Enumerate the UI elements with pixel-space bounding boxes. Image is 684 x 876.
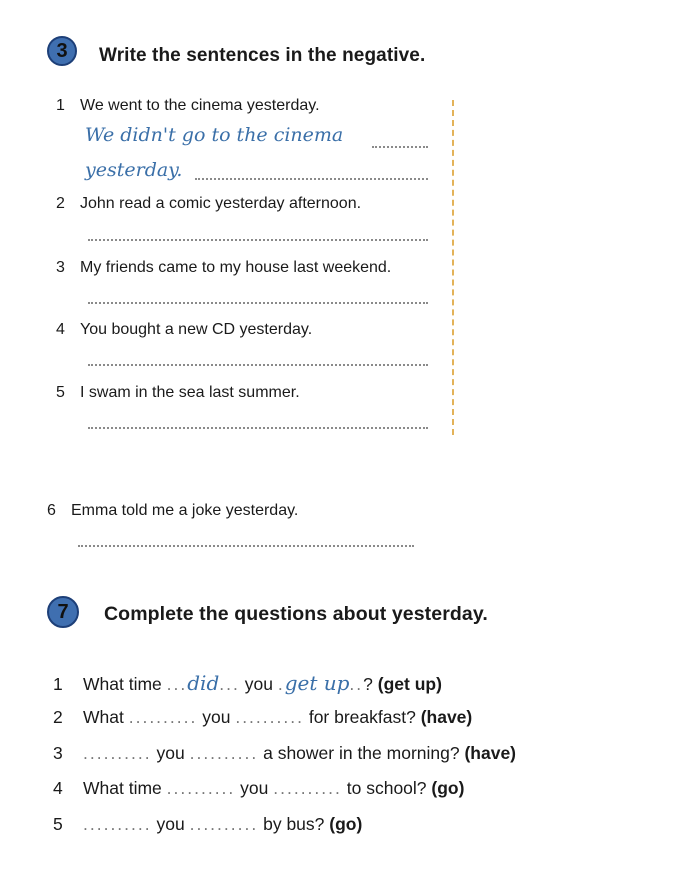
exercise-3-item-3-answer-line[interactable]	[88, 302, 428, 304]
exercise-3-title: Write the sentences in the negative.	[99, 45, 426, 66]
answer-dotted-line	[372, 146, 428, 148]
exercise-3-item-1	[56, 97, 320, 115]
item-sentence: John read a comic yesterday afternoon.	[80, 195, 362, 212]
answer-blank-dots: .	[277, 674, 285, 694]
exercise-3-item-6-answer-line[interactable]	[78, 545, 414, 547]
exercise-7-item-3	[53, 743, 516, 764]
question-text-end: for breakfast?	[308, 707, 416, 727]
answer-blank-2[interactable]: ..........	[235, 707, 304, 727]
exercise-7-item-5	[53, 814, 362, 835]
exercise-7-item-2	[53, 707, 472, 728]
item-number: 4	[53, 778, 63, 798]
exercise-3-item-1-answer-line-2: yesterday.	[85, 159, 183, 181]
item-number: 3	[53, 743, 63, 763]
question-text-middle: you	[244, 674, 273, 694]
item-sentence: I swam in the sea last summer.	[80, 384, 300, 401]
exercise-3-item-4-answer-line[interactable]	[88, 364, 428, 366]
exercise-3-item-3	[56, 259, 391, 277]
item-number: 4	[56, 321, 65, 338]
answer-blank-1[interactable]: ..........	[83, 743, 152, 763]
exercise-7-item-1	[53, 671, 442, 695]
answer-blank-dots: ...	[166, 674, 188, 694]
item-number: 2	[56, 195, 65, 212]
question-text-start: What	[83, 707, 124, 727]
answer-blank-1[interactable]: ..........	[83, 814, 152, 834]
item-sentence: You bought a new CD yesterday.	[80, 321, 313, 338]
item-sentence: My friends came to my house last weekend.	[80, 259, 392, 276]
answer-blank-2[interactable]: ..........	[189, 814, 259, 834]
exercise-7-number-badge: 7	[47, 596, 79, 628]
exercise-7-title: Complete the questions about yesterday.	[104, 603, 488, 625]
question-text-end: ?	[363, 674, 373, 694]
item-number: 2	[53, 707, 63, 727]
column-divider	[452, 100, 454, 435]
item-number: 5	[56, 384, 65, 401]
answer-blank-dots: ..	[349, 674, 364, 694]
answer-blank-1[interactable]: ..........	[128, 707, 198, 727]
exercise-7-item-4	[53, 778, 464, 799]
item-number: 1	[53, 674, 63, 694]
answer-blank-2[interactable]: get up	[284, 671, 350, 695]
question-text-end: a shower in the morning?	[263, 743, 460, 763]
exercise-3-item-5-answer-line[interactable]	[88, 427, 428, 429]
item-number: 1	[56, 97, 65, 114]
item-sentence: Emma told me a joke yesterday.	[71, 502, 299, 519]
answer-blank-1[interactable]: ..........	[166, 778, 236, 798]
exercise-3-item-5	[56, 384, 300, 402]
exercise-3-item-4	[56, 321, 312, 339]
answer-dotted-line	[195, 178, 428, 180]
question-text-start: What time	[83, 674, 162, 694]
verb-hint: (go)	[431, 778, 465, 798]
answer-blank-2[interactable]: ..........	[273, 778, 342, 798]
verb-hint: (go)	[329, 814, 363, 834]
question-text-middle: you	[156, 814, 185, 834]
verb-hint: (have)	[464, 743, 517, 763]
verb-hint: (have)	[420, 707, 473, 727]
question-text-end: by bus?	[263, 814, 325, 834]
question-text-middle: you	[202, 707, 231, 727]
answer-blank-1[interactable]: did	[187, 671, 220, 695]
answer-blank-2[interactable]: ..........	[189, 743, 259, 763]
question-text-middle: you	[156, 743, 185, 763]
item-number: 5	[53, 814, 63, 834]
item-number: 6	[47, 502, 56, 519]
item-number: 3	[56, 259, 65, 276]
question-text-end: to school?	[346, 778, 427, 798]
exercise-3-item-2	[56, 195, 361, 213]
exercise-3-item-6	[47, 502, 298, 520]
exercise-3-item-1-answer-line-1: We didn't go to the cinema	[85, 124, 344, 146]
verb-hint: (get up)	[377, 674, 442, 694]
exercise-3-number-badge: 3	[47, 36, 77, 66]
exercise-3-item-2-answer-line[interactable]	[88, 239, 428, 241]
answer-blank-dots: ...	[219, 674, 240, 694]
item-sentence: We went to the cinema yesterday.	[80, 97, 320, 114]
question-text-middle: you	[240, 778, 269, 798]
question-text-start: What time	[83, 778, 162, 798]
